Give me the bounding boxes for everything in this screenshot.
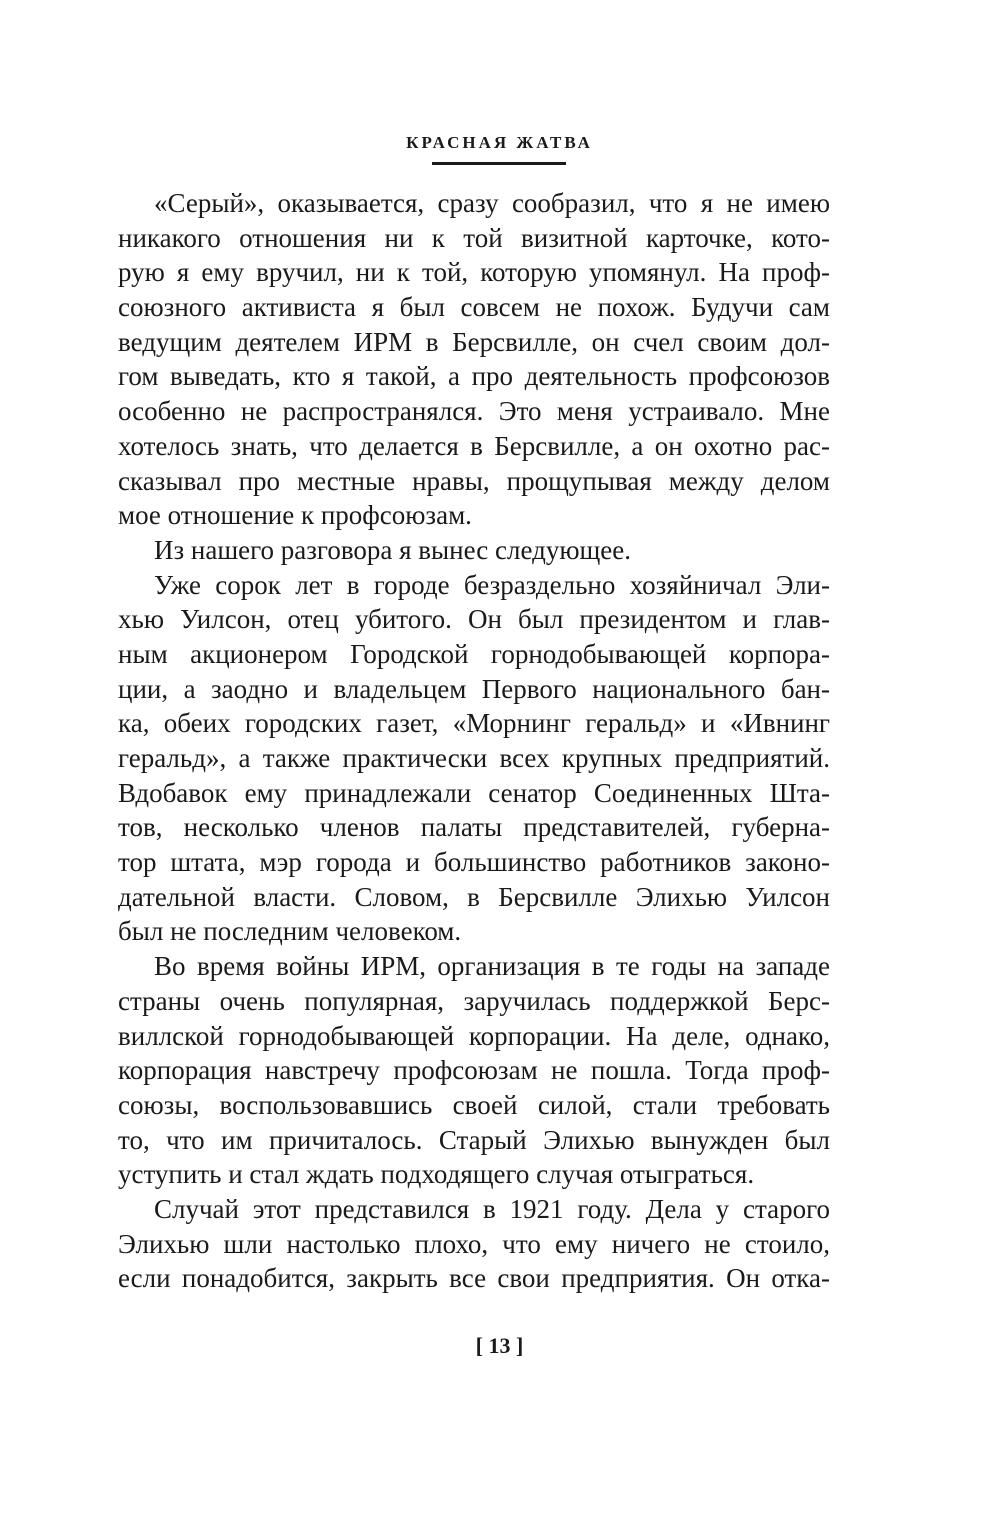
text-line: ным акционером Городской горнодобывающей корпора- [118, 638, 830, 669]
text-line: уступить и стал ждать подходящего случая отыграться. [118, 1159, 755, 1190]
text-line: Уже сорок лет в городе безраздельно хозяйничал Эли- [154, 569, 830, 600]
text-line: особенно не распространялся. Это меня устраивало. Мне [118, 396, 830, 427]
text-line: хотелось знать, что делается в Берсвилле, а он охотно рас- [118, 430, 830, 461]
running-head: КРАСНАЯ ЖАТВА [406, 133, 593, 152]
text-line: союзного активиста я был совсем не похож. Будучи сам [118, 292, 830, 323]
text-line: сказывал про местные нравы, прощупывая между делом [118, 465, 830, 496]
text-line: страны очень популярная, заручилась поддержкой Берс- [118, 985, 830, 1016]
page-number: [ 13 ] [475, 1333, 524, 1358]
text-line: дательной власти. Словом, в Берсвилле Элихью Уилсон [118, 881, 830, 912]
text-line: «Серый», оказывается, сразу сообразил, что я не имею [154, 188, 830, 218]
text-line: рую я ему вручил, ни к той, которую упомянул. На проф- [118, 257, 830, 288]
text-line: гом выведать, кто я такой, а про деятельность профсоюзов [118, 361, 830, 392]
text-line: Вдобавок ему принадлежали сенатор Соединенных Шта- [118, 777, 830, 808]
text-line: если понадобится, закрыть все свои предприятия. Он отка- [118, 1263, 830, 1294]
text-line: тор штата, мэр города и большинство работников законо- [118, 847, 830, 878]
text-line: тов, несколько членов палаты представителей, губерна- [118, 812, 830, 843]
text-line: Из нашего разговора я вынес следующее. [154, 534, 632, 565]
text-line: ведущим деятелем ИРМ в Берсвилле, он счел своим дол- [118, 326, 830, 357]
text-line: Случай этот представился в 1921 году. Дела у старого [154, 1193, 830, 1224]
text-line: мое отношение к профсоюзам. [118, 500, 472, 531]
text-line: ка, обеих городских газет, «Морнинг геральд» и «Ивнинг [118, 708, 830, 739]
text-line: виллской горнодобывающей корпорации. На деле, однако, [118, 1020, 830, 1051]
body-text [118, 186, 830, 1296]
text-line: был не последним человеком. [118, 916, 462, 947]
text-line: ции, а заодно и владельцем Первого национального бан- [118, 673, 830, 704]
text-line: хью Уилсон, отец убитого. Он был президентом и глав- [118, 604, 830, 635]
running-head-rule [432, 162, 566, 165]
text-line: геральд», а также практически всех крупных предприятий. [118, 743, 830, 773]
text-line: корпорация навстречу профсоюзам не пошла. Тогда проф- [118, 1055, 830, 1086]
text-line: Во время войны ИРМ, организация в те годы на западе [154, 951, 830, 982]
text-line: то, что им причиталось. Старый Элихью вынужден был [118, 1124, 830, 1155]
text-line: Элихью шли настолько плохо, что ему ничего не стоило, [118, 1228, 830, 1259]
text-line: союзы, воспользовавшись своей силой, стали требовать [118, 1089, 830, 1120]
text-line: никакого отношения ни к той визитной карточке, кото- [118, 222, 830, 253]
